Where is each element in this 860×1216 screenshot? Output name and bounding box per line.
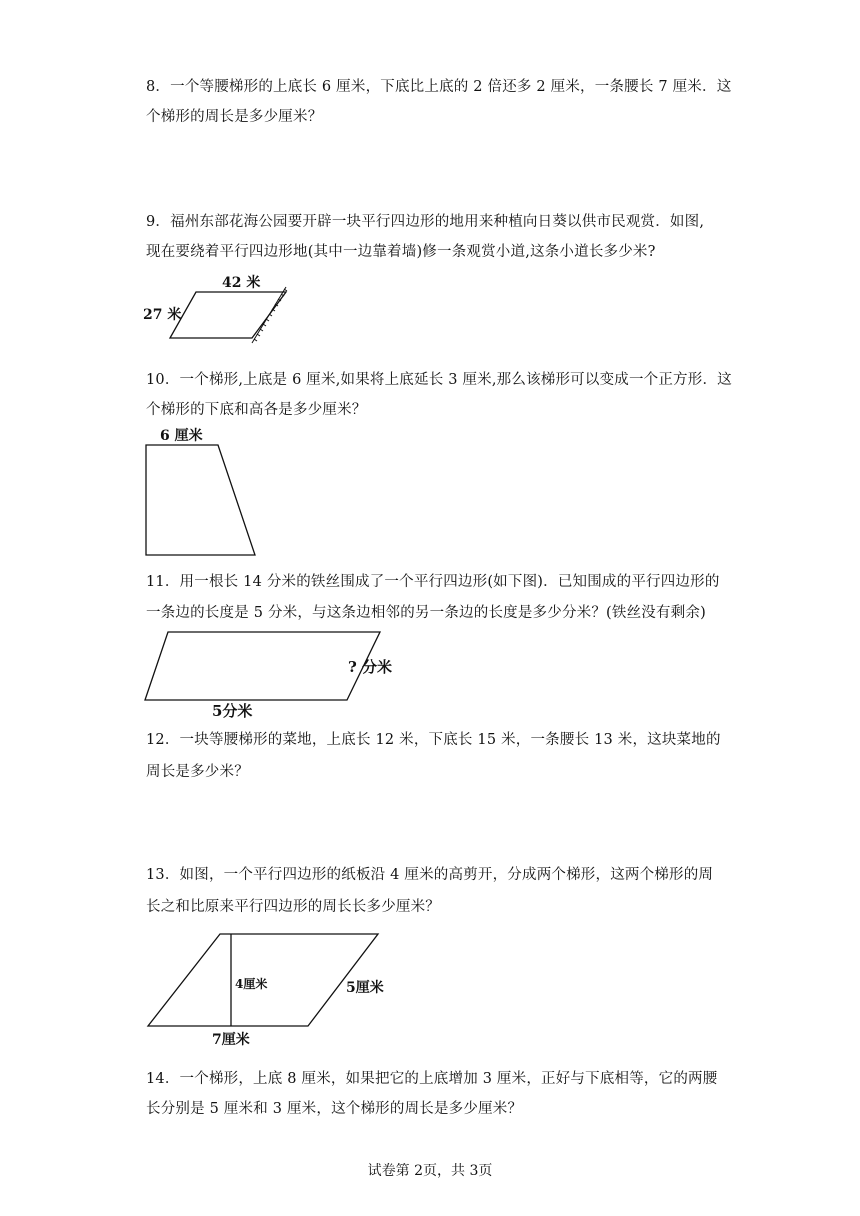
q9-line-1: 9．福州东部花海公园要开辟一块平行四边形的地用来种植向日葵以供市民观赏．如图,	[146, 214, 705, 230]
q8-line-1: 8．一个等腰梯形的上底长 6 厘米，下底比上底的 2 倍还多 2 厘米，一条腰长 7 厘米．这	[146, 79, 732, 95]
q13-height-label: 4厘米	[235, 977, 268, 991]
q11-side-label: ? 分米	[348, 658, 393, 676]
q10-top-label: 6 厘米	[160, 428, 203, 444]
q9-wall-hatch	[252, 287, 287, 343]
q13-parallelogram-figure	[140, 928, 400, 1048]
q11-line-1: 11．用一根长 14 分米的铁丝围成了一个平行四边形(如下图)．已知围成的平行四边形的	[146, 574, 720, 590]
q12-line-1: 12．一块等腰梯形的菜地，上底长 12 米，下底长 15 米，一条腰长 13 米，这块菜地的	[146, 732, 721, 748]
q10-line-1: 10．一个梯形,上底是 6 厘米,如果将上底延长 3 厘米,那么该梯形可以变成一个正方形．这	[146, 372, 732, 388]
q14-line-1: 14．一个梯形，上底 8 厘米，如果把它的上底增加 3 厘米，正好与下底相等，它的两腰	[146, 1071, 718, 1087]
q8-line-2: 个梯形的周长是多少厘米？	[146, 109, 323, 125]
q13-bottom-label: 7厘米	[212, 1032, 250, 1048]
q13-line-2: 长之和比原来平行四边形的周长长多少厘米？	[146, 899, 440, 915]
q9-left-label: 27 米	[143, 307, 182, 323]
q10-line-2: 个梯形的下底和高各是多少厘米？	[146, 402, 367, 418]
q11-parallelogram-shape	[145, 632, 380, 700]
q9-line-2: 现在要绕着平行四边形地(其中一边靠着墙)修一条观赏小道,这条小道长多少米?	[146, 244, 656, 260]
q10-trapezoid-shape	[146, 445, 255, 555]
q13-side-label: 5厘米	[346, 980, 384, 996]
q11-line-2: 一条边的长度是 5 分米，与这条边相邻的另一条边的长度是多少分米？(铁丝没有剩余)	[146, 605, 706, 621]
q10-trapezoid-figure	[140, 425, 270, 560]
q9-top-label: 42 米	[222, 275, 261, 291]
q11-bottom-label: 5分米	[212, 702, 253, 720]
q13-line-1: 13．如图，一个平行四边形的纸板沿 4 厘米的高剪开，分成两个梯形，这两个梯形的周	[146, 867, 714, 883]
q9-parallelogram-figure	[140, 270, 310, 345]
q14-line-2: 长分别是 5 厘米和 3 厘米，这个梯形的周长是多少厘米？	[146, 1101, 523, 1117]
page-footer: 试卷第 2页，共 3页	[367, 1163, 493, 1179]
q12-line-2: 周长是多少米？	[146, 764, 249, 780]
q11-parallelogram-figure	[140, 628, 410, 723]
